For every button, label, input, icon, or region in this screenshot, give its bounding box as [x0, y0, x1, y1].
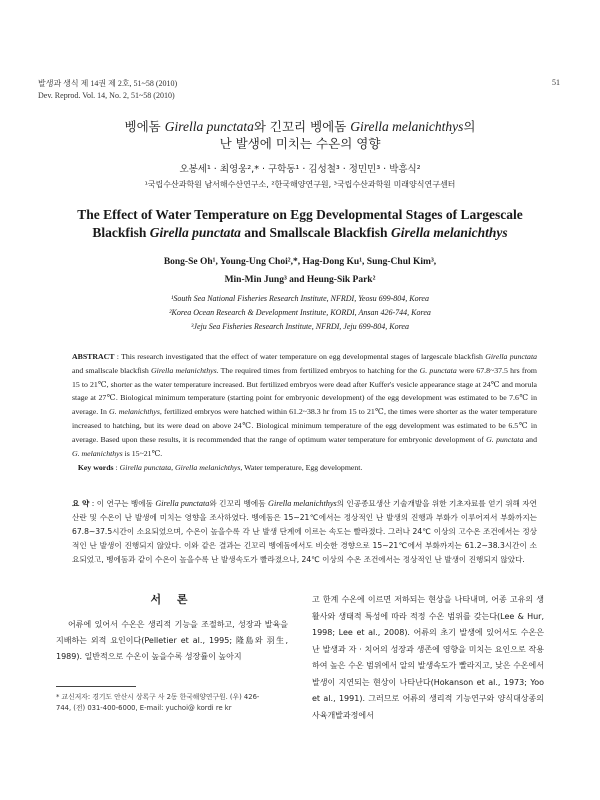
keywords-separator: :: [113, 463, 120, 473]
english-authors-line1: Bong-Se Oh¹, Young-Ung Choi²,*, Hag-Dong Ku¹, Sung-Chul Kim³,: [163, 257, 437, 267]
english-authors: [0, 253, 600, 289]
korean-authors: 오봉세¹ · 최영웅²,* · 구학동¹ · 김성철³ · 정민민³ · 박흥식²: [179, 164, 421, 175]
abstract-text: were 67.8~37.5 hrs from 15 to 21℃, shorter as the water temperature increased. But fertilized embryos were dead after Kuffer's vesicle appearance stage at 24℃ and morula stage at 27℃. Biological minimum temperature (starting point for embryonic development) of the egg development was estimated to be 7.6℃ in average. In: [72, 365, 537, 417]
footnote-divider: [56, 686, 136, 687]
korean-title-line1: [0, 118, 600, 135]
species-name: G. melanichthys: [72, 448, 123, 458]
affiliation-2: ²Korea Ocean Research & Development Institute, KORDI, Ansan 426-744, Korea: [169, 308, 431, 317]
corresponding-author-footnote: [56, 692, 288, 714]
keywords: [72, 461, 537, 475]
korean-summary: [72, 497, 537, 567]
species-name: Girella melanichthys: [350, 119, 464, 134]
species-name: Girella punctata: [164, 119, 254, 134]
english-title-text: Blackfish: [92, 225, 150, 240]
english-title: [30, 206, 570, 242]
abstract-text: and: [523, 434, 537, 444]
species-name: Girella punctata: [149, 225, 241, 240]
abstract-body: [72, 350, 537, 460]
page-number: 51: [552, 78, 560, 87]
journal-header: [38, 78, 177, 102]
keywords-species: Girella punctata, Girella melanichthys: [119, 463, 241, 473]
species-name: Girella punctata: [155, 499, 210, 508]
species-name: Girella melanichthys: [390, 225, 508, 240]
abstract: [72, 350, 537, 475]
keywords-text: , Water temperature, Egg development.: [240, 463, 363, 473]
english-title-text: and Smallscale Blackfish: [240, 225, 391, 240]
affiliation-1: ¹South Sea National Fisheries Research Institute, NFRDI, Yeosu 699-804, Korea: [171, 294, 429, 303]
abstract-text: and smallscale blackfish: [72, 365, 152, 375]
korean-summary-text: 와 긴꼬리 벵에돔: [209, 499, 269, 508]
keywords-label: Key words: [77, 463, 114, 473]
species-name: Girella punctata: [485, 352, 538, 361]
korean-title-text: 벵에돔: [124, 119, 165, 134]
species-name: Girella melanichthys: [268, 499, 337, 508]
korean-title-text: 와 긴꼬리 벵에돔: [253, 119, 351, 134]
footnote-line1: * 교신저자: 경기도 안산시 상록구 사 2동 한국해양연구원. (우) 426-: [56, 693, 260, 701]
section-title-introduction: 서 론: [150, 593, 194, 606]
abstract-text: . The required times from fertilized embryos to hatching for the: [216, 365, 420, 375]
korean-summary-label: 요 약: [72, 499, 90, 508]
korean-title-text: 의: [463, 119, 476, 134]
english-title-line2: [30, 224, 570, 242]
species-name: G. melanichthys: [109, 407, 160, 417]
species-name: Girella melanichthys: [151, 365, 217, 375]
species-name: G. punctata: [419, 365, 457, 375]
right-column: [312, 592, 544, 724]
korean-affiliations: ¹국립수산과학원 남서해수산연구소, ²한국해양연구원, ³국립수산과학원 미래양식연구센터: [144, 180, 456, 189]
abstract-text: : This research investigated that the effect of water temperature on egg developmental stages of largescale blackfish: [114, 352, 486, 361]
species-name: G. punctata: [486, 434, 524, 444]
abstract-label: ABSTRACT: [72, 352, 115, 361]
footnote-line2: 744, (전) 031-400-6000, E-mail: yuchoi@ kordi re kr: [56, 704, 232, 712]
korean-summary-text: : 이 연구는 벵에돔: [89, 499, 156, 508]
korean-summary-text: 의 인공종묘생산 기술개발을 위한 기초자료를 얻기 위해 자연산란 및 수온이 난 발생에 미치는 영향을 조사하였다. 벵에돔은 15~21℃에서는 정상적인 난 발생의 진행과 부화가 이루어져서 부화까지는 67.8~37.5시간이 소요되었으며, 수온이 높을수록 각 난 발생 단계에 이르는 속도는 빨라졌다. 그러나 24℃ 이상의 고수온 조건에서는 정상적인 난 발생이 진행되지 않았다. 이와 같은 결과는 긴꼬리 벵에돔에서도 비슷한 경향으로 15~21℃에서 부화까지는 61.2~38.3시간이 소요되었고, 벵에돔과 같이 수온이 높을수록 난 발생속도가 빨라졌으나, 24℃ 이상의 수온 조건에서는 정상적인 난 발생이 진행되지 않았다.: [72, 499, 537, 564]
affiliation-3: ³Jeju Sea Fisheries Research Institute, NFRDI, Jeju 699-804, Korea: [191, 322, 409, 331]
english-title-line1: The Effect of Water Temperature on Egg Developmental Stages of Largescale: [77, 207, 523, 222]
left-column: [56, 592, 288, 665]
abstract-text: , fertilized embryos were hatched within 61.2~38.3 hr from 15 to 21℃, the times were shorter as the water temperature increased to hatching, but its were dead on above 24℃. Biological minimum temperature of the egg development was estimated to be 6.5℃ in average. Based upon these results, it is recommended that the range of optimum water temperature for embryonic development of: [72, 407, 537, 444]
english-authors-line2: Min-Min Jung³ and Heung-Sik Park²: [224, 275, 376, 285]
introduction-paragraph-right: 고 한계 수온에 이르면 저하되는 현상을 나타내며, 어종 고유의 생활사와 생태적 특성에 따라 적정 수온 범위를 갖는다(Lee & Hur, 1998; Lee et al., 2008). 어류의 초기 발생에 있어서도 수온은 난 발생과 자 · 치어의 성장과 생존에 영향을 미치는 요인으로 작용하여 높은 수온 범위에서 알의 발생속도가 빨라지고, 낮은 수온에서 발생이 지연되는 현상이 나타난다(Hokanson et al., 1973; Yoo et al., 1991). 그러므로 어류의 생리적 기능연구와 양식대상종의 사육개발과정에서: [312, 595, 544, 720]
english-affiliations: [0, 292, 600, 334]
journal-citation-en: Dev. Reprod. Vol. 14, No. 2, 51~58 (2010): [38, 91, 175, 100]
korean-title-line2: 난 발생에 미치는 수온의 영향: [219, 136, 381, 151]
abstract-text: is 15~21℃.: [122, 448, 163, 458]
introduction-paragraph-left: 어류에 있어서 수온은 생리적 기능을 조절하고, 성장과 발육을 지배하는 외적 요인이다(Pelletier et al., 1995; 隆島와 羽生, 1989). 일반적으로 수온이 높을수록 성장률이 높아지: [56, 620, 288, 661]
journal-citation-ko: 발생과 생식 제 14권 제 2호, 51~58 (2010): [38, 79, 178, 88]
korean-title: [0, 118, 600, 152]
